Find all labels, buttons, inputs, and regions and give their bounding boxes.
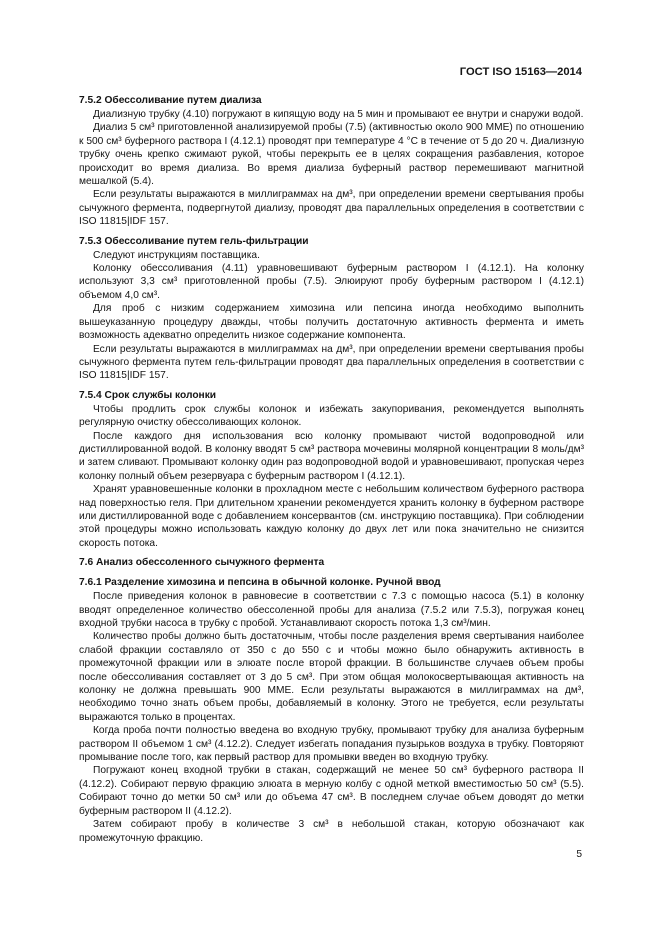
paragraph: Диализ 5 см³ приготовленной анализируемой пробы (7.5) (активностью около 900 ММЕ) по отношению к 500 см³ буферного раствора I (4.12.1) проводят при температуре 4 °С в течение от 5 до 20 ч. Диализную трубку очень крепко сжимают рукой, чтобы перекрыть ее в целях сокращения разбавления, которое происходит во время диализа. Во время диализа буферный раствор перемешивают магнитной мешалкой (5.4).: [79, 122, 584, 188]
paragraph: Когда проба почти полностью введена во входную трубку, промывают трубку для анализа буферным раствором II объемом 1 см³ (4.12.2). Следует избегать попадания пузырьков воздуха в трубку. Повторяют промывание после того, как первый раствор для промывки введен во входную трубку.: [79, 725, 584, 764]
paragraph: Чтобы продлить срок службы колонок и избежать закупоривания, рекомендуется выполнять регулярную очистку обессоливающих колонок.: [79, 403, 584, 429]
section-heading-7-6: 7.6 Анализ обессоленного сычужного фермента: [79, 557, 325, 569]
paragraph: Для проб с низким содержанием химозина или пепсина иногда необходимо выполнить вышеуказанную процедуру дважды, чтобы получить достаточную активность фермента и иметь возможность адекватно определить низкое содержание компонента.: [79, 303, 584, 342]
section-heading-7-5-3: 7.5.3 Обессоливание путем гель-фильтрации: [79, 235, 309, 247]
paragraph: Затем собирают пробу в количестве 3 см³ в небольшой стакан, которую обозначают как промежуточную фракцию.: [79, 819, 584, 844]
section-heading-7-5-4: 7.5.4 Срок службы колонки: [79, 389, 217, 401]
paragraph: Диализную трубку (4.10) погружают в кипящую воду на 5 мин и промывают ее внутри и снаружи водой.: [93, 109, 584, 120]
paragraph: После каждого дня использования всю колонку промывают чистой водопроводной или дистиллированной водой. В колонку вводят 5 см³ раствора мочевины молярной концентрации 8 моль/дм³ и затем сливают. Промывают колонку один раз водопроводной водой и уравновешивают, пропуская через колонку полный объем резервуара с буферным раствором I (4.12.1).: [79, 430, 584, 482]
page-number: 5: [576, 849, 582, 860]
paragraph: Хранят уравновешенные колонки в прохладном месте с небольшим количеством буферного раствора над поверхностью геля. При длительном хранении рекомендуется хранить колонку в буферном растворе или дистиллированной воде с добавлением консервантов (см. инструкцию поставщика). При соблюдении этой процедуры можно использовать каждую колонку до двух лет или пока значительно не снизится скорость потока.: [79, 484, 584, 549]
standard-designation: ГОСТ ISO 15163—2014: [459, 66, 582, 78]
section-heading-7-6-1: 7.6.1 Разделение химозина и пепсина в обычной колонке. Ручной ввод: [79, 577, 441, 589]
paragraph: Если результаты выражаются в миллиграммах на дм³, при определении времени свертывания пробы сычужного фермента путем гель-фильтрации проводят два параллельных определения в соответствии с ISO 11815|IDF 157.: [79, 343, 584, 382]
paragraph: Следуют инструкциям поставщика.: [93, 249, 260, 261]
paragraph: Погружают конец входной трубки в стакан, содержащий не менее 50 см³ буферного раствора II (4.12.2). Собирают первую фракцию элюата в мерную колбу с одной меткой вместимостью 50 см³ (5.5). Собирают точно до метки 50 см³ или до объема 47 см³. В последнем случае объем доводят до метки буферным раствором II (4.12.2).: [79, 765, 584, 817]
paragraph: После приведения колонок в равновесие в соответствии с 7.3 с помощью насоса (5.1) в колонку вводят определенное количество обессоленной пробы для анализа (7.5.2 или 7.5.3), погружая конец входной трубки насоса в трубку с пробой. Устанавливают скорость потока 1,3 см³/мин.: [79, 591, 584, 629]
paragraph: Если результаты выражаются в миллиграммах на дм³, при определении времени свертывания пробы сычужного фермента, подвергнутой диализу, проводят два параллельных определения в соответствии с ISO 11815|IDF 157.: [79, 189, 584, 228]
section-heading-7-5-2: 7.5.2 Обессоливание путем диализа: [79, 95, 262, 106]
paragraph: Колонку обессоливания (4.11) уравновешивают буферным раствором I (4.12.1). На колонку используют 3,3 см³ приготовленной пробы (7.5). Элюируют пробу буферным раствором I (4.12.1) объемом 4,0 см³.: [79, 263, 584, 301]
paragraph: Количество пробы должно быть достаточным, чтобы после разделения время свертывания наиболее слабой фракции составляло от 350 с до 550 с и чтобы можно было обнаружить активность в промежуточной фракции или в элюате после второй фракции. В большинстве случаев объем пробы после обессоливания составляет от 3 до 5 см³. При этом общая молокосвертывающая активность на колонку не должна превышать 900 ММЕ. Если результаты выражаются в миллиграммах на дм³, необходимо точно знать объем пробы, добавляемый в колонку. Этого не требуется, если результаты выражаются только в процентах.: [79, 631, 584, 723]
document-body: [79, 94, 584, 845]
